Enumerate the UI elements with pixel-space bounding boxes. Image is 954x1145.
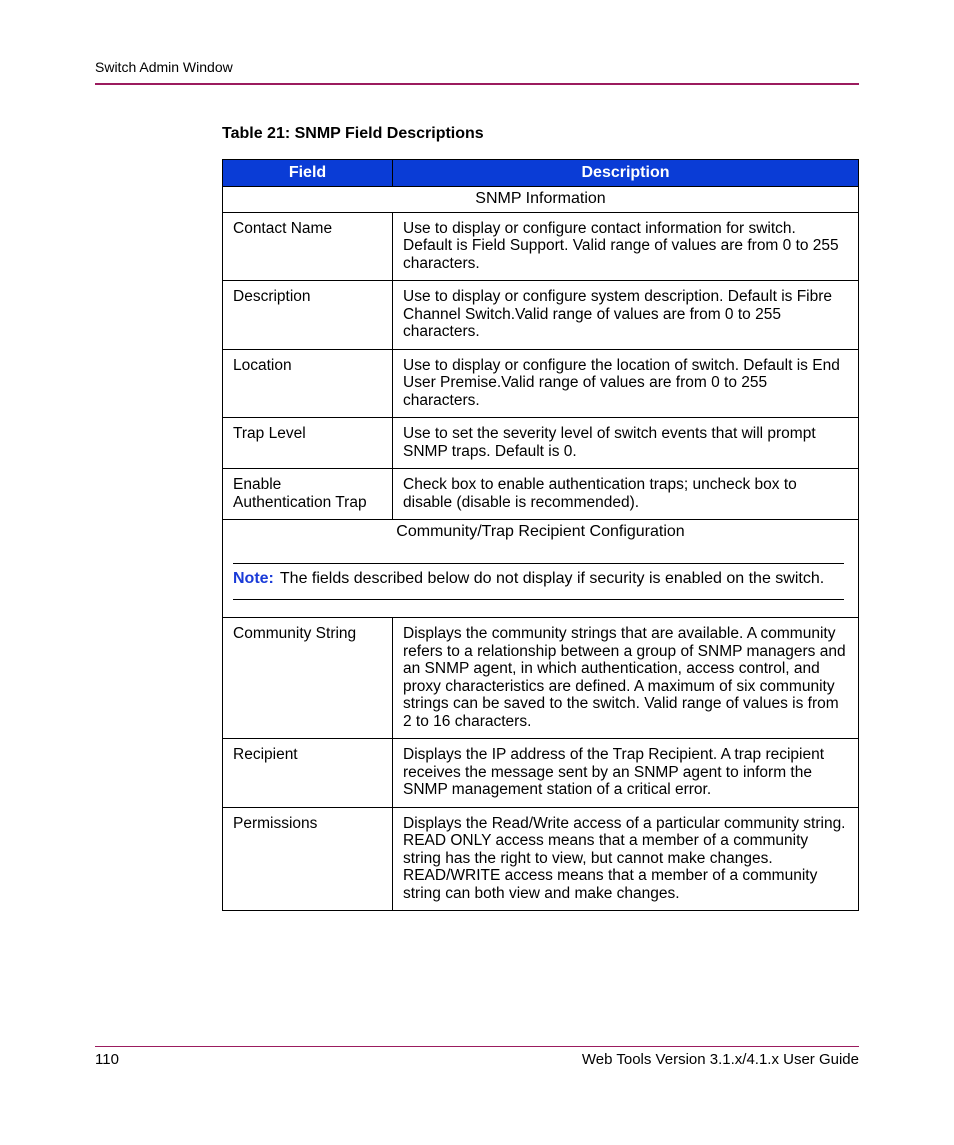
field-description: Displays the Read/Write access of a particular community string. READ ONLY access means that a member of a community string has the right to view, but cannot make changes. READ/WRITE access means that a member of a community string can both view and make changes. <box>393 807 859 911</box>
field-name: Location <box>223 349 393 418</box>
field-description: Use to display or configure contact information for switch. Default is Field Support. Valid range of values are from 0 to 255 characters. <box>393 212 859 281</box>
snmp-field-table <box>222 159 859 911</box>
note-label: Note: <box>233 569 274 587</box>
note-text: The fields described below do not display if security is enabled on the switch. <box>279 569 825 587</box>
table-header-row <box>223 160 859 187</box>
table-caption: Table 21: SNMP Field Descriptions <box>222 125 484 142</box>
field-name: Trap Level <box>223 418 393 469</box>
field-description: Displays the community strings that are available. A community refers to a relationship between a group of SNMP managers and an SNMP agent, in which authentication, access control, and proxy characteristics are defined. A maximum of six community strings can be saved to the switch. Valid range of values is from 2 to 16 characters. <box>393 618 859 739</box>
table-row <box>223 418 859 469</box>
table-row <box>223 212 859 281</box>
column-header-description: Description <box>393 160 859 187</box>
field-name: Recipient <box>223 739 393 808</box>
field-name: Community String <box>223 618 393 739</box>
section-row-snmp-information <box>223 187 859 213</box>
running-header: Switch Admin Window <box>95 59 233 75</box>
section-cell <box>223 520 859 618</box>
field-description: Use to display or configure system description. Default is Fibre Channel Switch.Valid range of values are from 0 to 255 characters. <box>393 281 859 350</box>
section-title: Community/Trap Recipient Configuration <box>396 523 685 540</box>
page-number: 110 <box>95 1051 119 1068</box>
section-title: SNMP Information <box>223 187 859 213</box>
table-row <box>223 281 859 350</box>
field-name: Enable Authentication Trap <box>223 469 393 520</box>
field-name: Description <box>223 281 393 350</box>
footer-doc-title: Web Tools Version 3.1.x/4.1.x User Guide <box>581 1051 859 1068</box>
column-header-field: Field <box>223 160 393 187</box>
field-description: Use to set the severity level of switch events that will prompt SNMP traps. Default is 0. <box>393 418 859 469</box>
table-row <box>223 469 859 520</box>
table-row <box>223 349 859 418</box>
table-row <box>223 739 859 808</box>
table-row <box>223 618 859 739</box>
footer-rule <box>95 1046 859 1047</box>
table-row <box>223 807 859 911</box>
header-rule <box>95 83 859 85</box>
field-name: Contact Name <box>223 212 393 281</box>
field-description: Use to display or configure the location of switch. Default is End User Premise.Valid range of values are from 0 to 255 characters. <box>393 349 859 418</box>
section-row-community-trap <box>223 520 859 618</box>
field-name: Permissions <box>223 807 393 911</box>
field-description: Displays the IP address of the Trap Recipient. A trap recipient receives the message sent by an SNMP agent to inform the SNMP management station of a critical error. <box>393 739 859 808</box>
field-description: Check box to enable authentication traps; uncheck box to disable (disable is recommended). <box>393 469 859 520</box>
note-box <box>233 563 844 601</box>
